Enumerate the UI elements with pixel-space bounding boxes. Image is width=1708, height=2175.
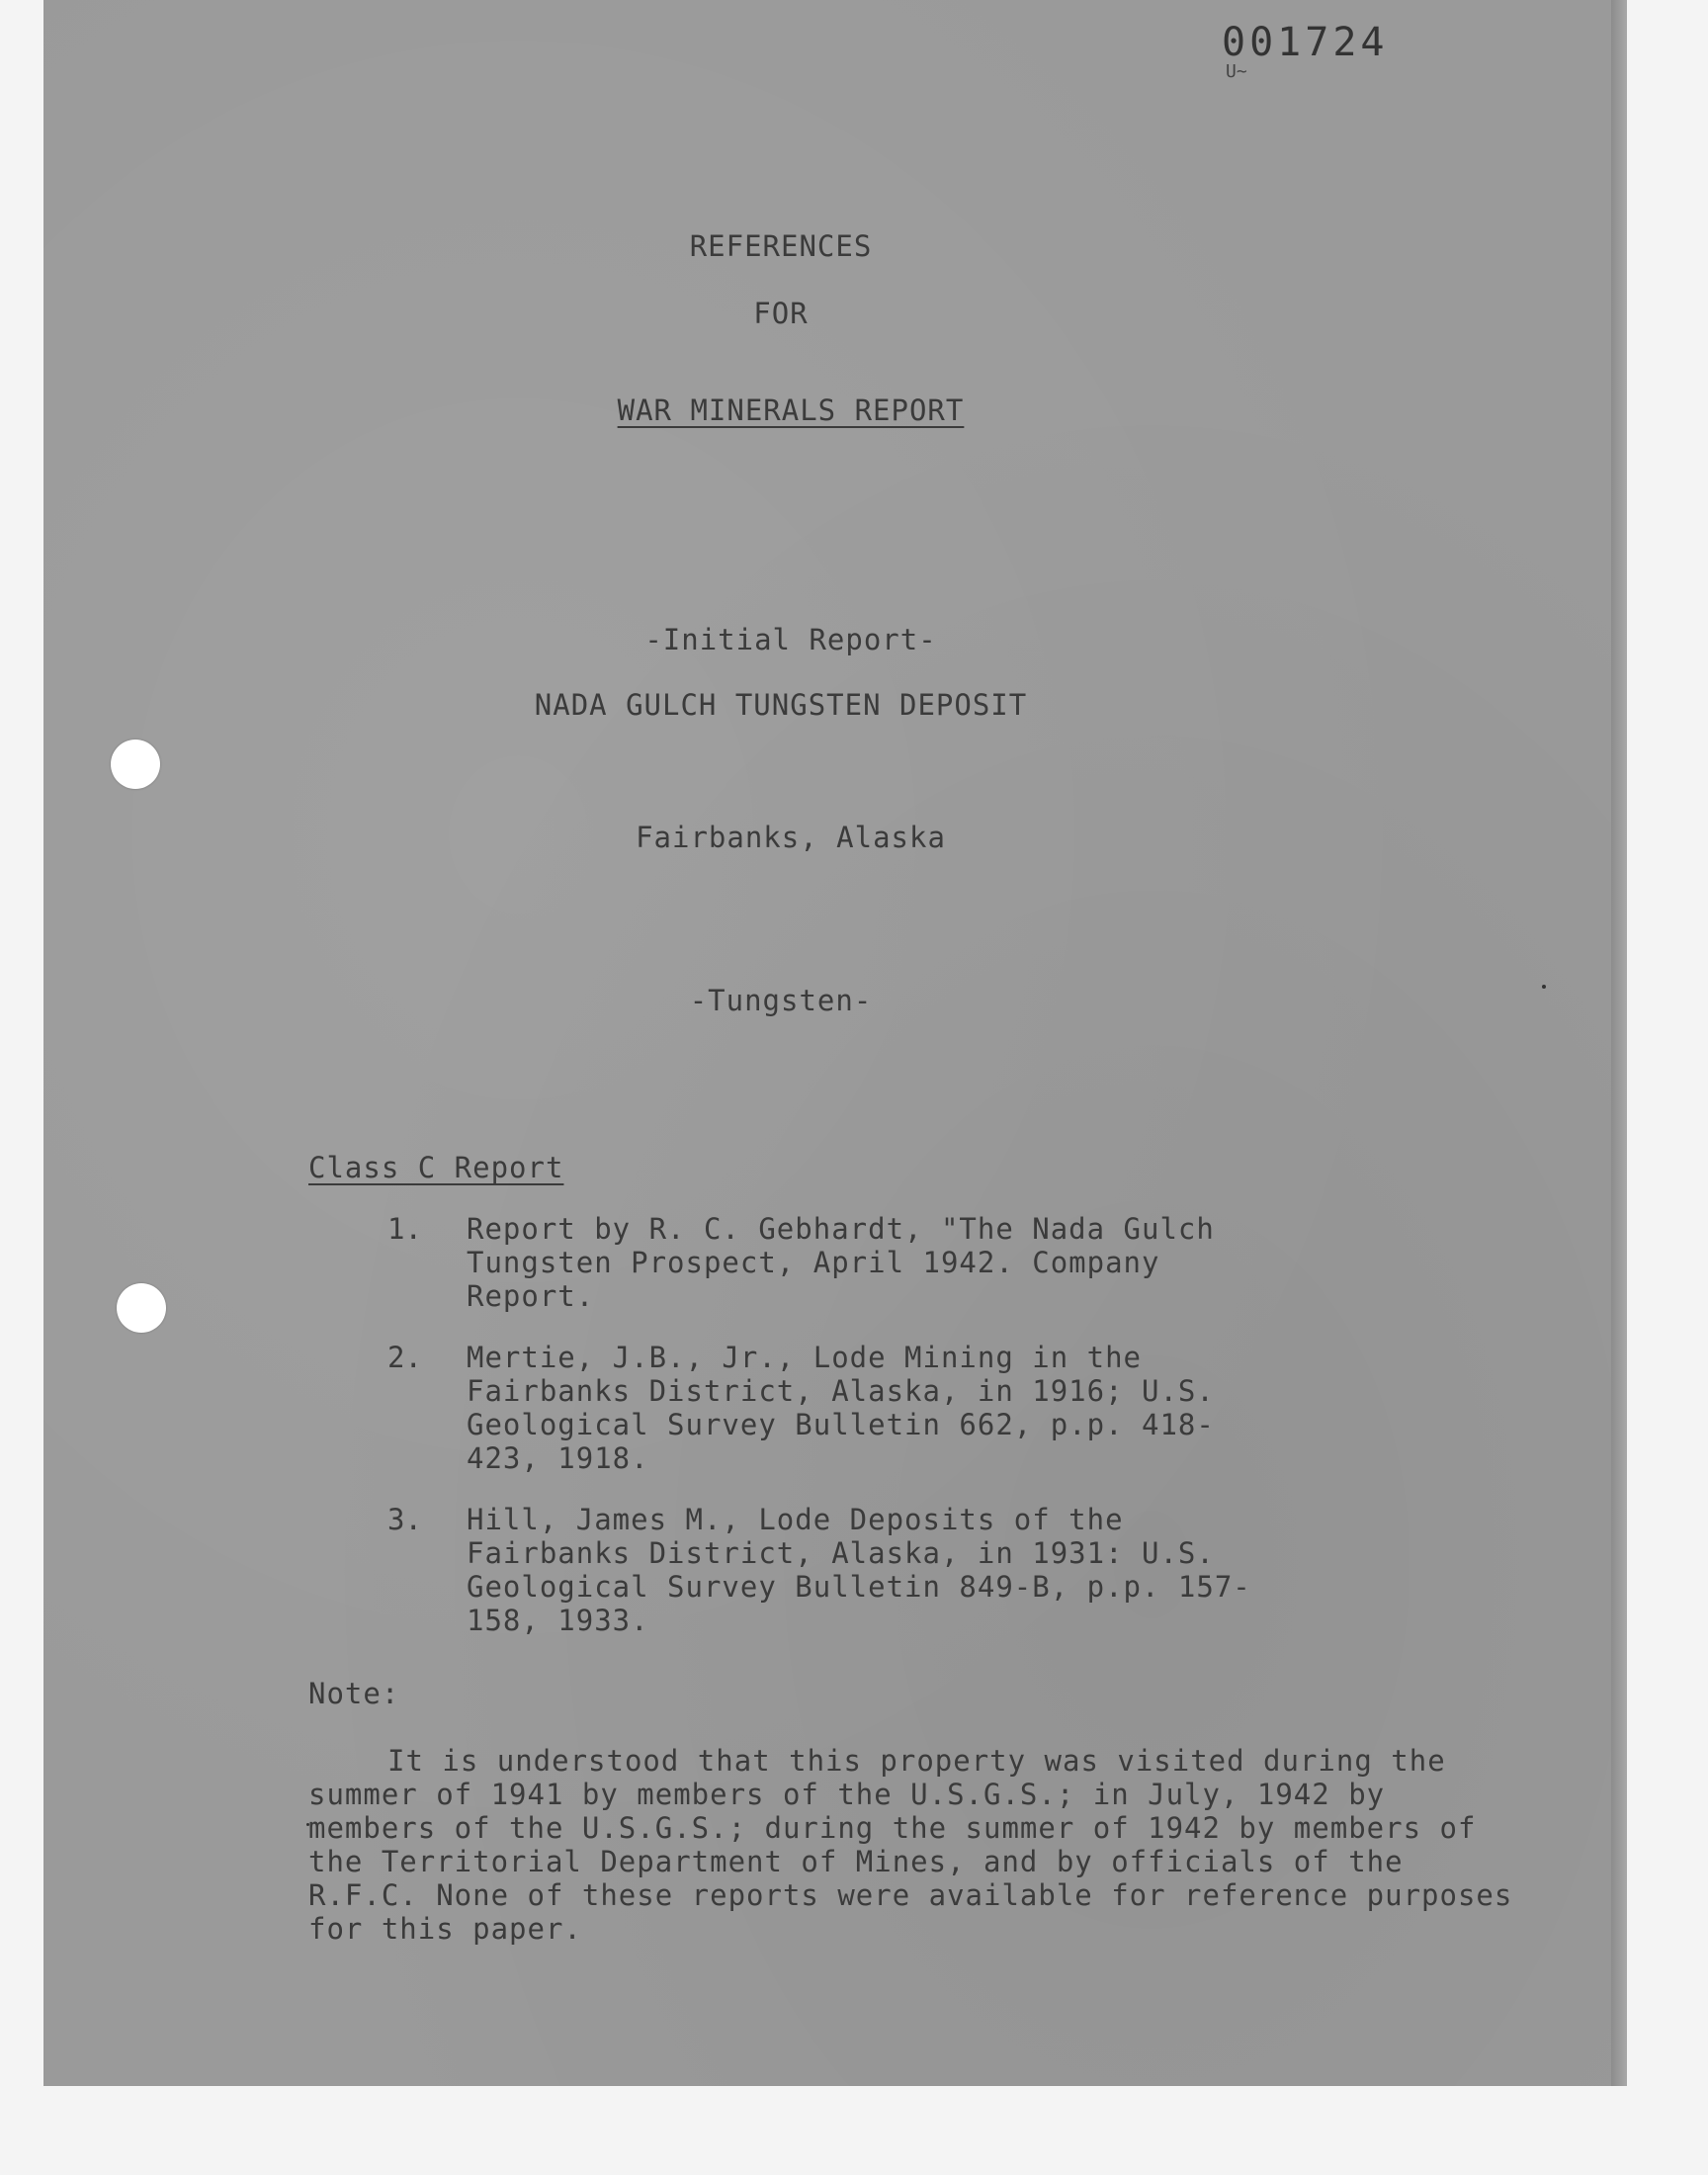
document-number: 001724: [1222, 20, 1389, 65]
location: Fairbanks, Alaska: [636, 821, 946, 854]
reference-item: [387, 1503, 1376, 1637]
class-heading: Class C Report: [308, 1151, 564, 1184]
heading-for: FOR: [753, 297, 809, 330]
document-number-mark: U~: [1226, 61, 1247, 82]
note-label: Note:: [308, 1677, 400, 1710]
paper-speck: [1542, 985, 1546, 989]
reference-item: [387, 1212, 1376, 1313]
reference-number: 1.: [387, 1212, 422, 1246]
reference-number: 2.: [387, 1341, 422, 1374]
sheet-edge-shadow: [1611, 0, 1627, 2086]
reference-text: Hill, James M., Lode Deposits of the Fairbanks District, Alaska, in 1931: U.S. Geological Survey Bulletin 849-B, p.p. 157-158, 1933.: [467, 1503, 1251, 1637]
report-type: -Initial Report-: [644, 623, 937, 656]
reference-list: [387, 1212, 1376, 1665]
reference-number: 3.: [387, 1503, 422, 1536]
heading-war-minerals-report: WAR MINERALS REPORT: [617, 393, 965, 427]
heading-references: REFERENCES: [689, 229, 873, 263]
mineral: -Tungsten-: [689, 984, 873, 1017]
deposit-name: NADA GULCH TUNGSTEN DEPOSIT: [534, 688, 1028, 722]
reference-item: [387, 1341, 1376, 1475]
reference-text: Report by R. C. Gebhardt, "The Nada Gulch Tungsten Prospect, April 1942. Company Report.: [467, 1212, 1215, 1313]
punch-hole-lower: [117, 1283, 166, 1333]
punch-hole-upper: [111, 740, 160, 789]
reference-text: Mertie, J.B., Jr., Lode Mining in the Fairbanks District, Alaska, in 1916; U.S. Geological Survey Bulletin 662, p.p. 418-423, 1918.: [467, 1341, 1215, 1475]
note-body: It is understood that this property was visited during the summer of 1941 by members of the U.S.G.S.; in July, 1942 by members of the U.S.G.S.; during the summer of 1942 by members of the Territorial Department of Mines, and by officials of the R.F.C. None of these reports were available for reference purposes for this paper.: [308, 1744, 1513, 1946]
